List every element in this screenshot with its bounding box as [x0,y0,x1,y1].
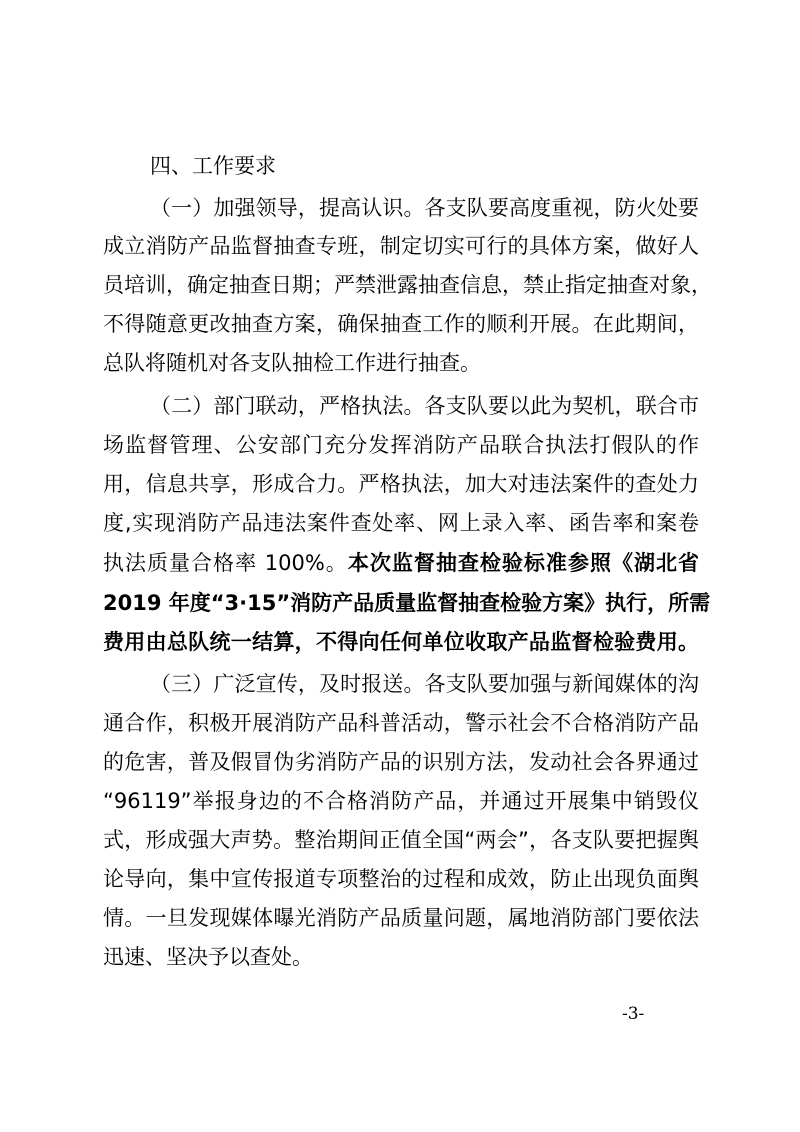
paragraph-3-line-2: 通合作，积极开展消防产品科普活动，警示社会不合格消防产品 [103,711,699,735]
paragraph-2-line-3: 用，信息共享，形成合力。严格执法，加大对违法案件的查处力 [103,472,699,496]
paragraph-1-line-4: 不得随意更改抽查方案，确保抽查工作的顺利开展。在此期间， [103,312,699,336]
paragraph-2-line-2: 场监督管理、公安部门充分发挥消防产品联合执法打假队的作 [103,433,699,457]
section-heading: 四、工作要求 [150,154,276,178]
paragraph-1-line-2: 成立消防产品监督抽查专班，制定切实可行的具体方案，做好人 [103,234,699,258]
paragraph-2-line-4: 度,实现消防产品违法案件查处率、网上录入率、函告率和案卷 [103,511,699,535]
paragraph-3-line-8: 迅速、坚决予以查处。 [103,945,313,969]
paragraph-2-line-5-bold: 本次监督抽查检验标准参照《湖北省 [347,551,699,575]
paragraph-3-line-7: 情。一旦发现媒体曝光消防产品质量问题，属地消防部门要依法 [103,906,699,930]
paragraph-3-line-1: （三）广泛宣传，及时报送。各支队要加强与新闻媒体的沟 [150,672,699,696]
paragraph-2-line-7: 费用由总队统一结算，不得向任何单位收取产品监督检验费用。 [103,630,699,654]
page-number: -3- [622,1004,645,1024]
paragraph-2-line-5-normal: 执法质量合格率 100%。 [103,551,348,575]
paragraph-2-line-5 [103,545,699,581]
paragraph-2-line-6: 2019 年度“3·15”消防产品质量监督抽查检验方案》执行，所需 [103,591,711,615]
paragraph-1-line-1: （一）加强领导，提高认识。各支队要高度重视，防火处要 [150,196,699,220]
paragraph-1-line-3: 员培训，确定抽查日期；严禁泄露抽查信息，禁止指定抽查对象， [103,273,712,297]
paragraph-3-line-5: 式，形成强大声势。整治期间正值全国“两会”，各支队要把握舆 [103,828,699,852]
paragraph-3-line-4: “96119”举报身边的不合格消防产品，并通过开展集中销毁仪 [103,789,699,813]
paragraph-3-line-6: 论导向，集中宣传报道专项整治的过程和成效，防止出现负面舆 [103,867,699,891]
paragraph-2-line-1: （二）部门联动，严格执法。各支队要以此为契机，联合市 [150,394,699,418]
paragraph-1-line-5: 总队将随机对各支队抽检工作进行抽查。 [103,351,481,375]
paragraph-3-line-3: 的危害，普及假冒伪劣消防产品的识别方法，发动社会各界通过 [103,750,699,774]
